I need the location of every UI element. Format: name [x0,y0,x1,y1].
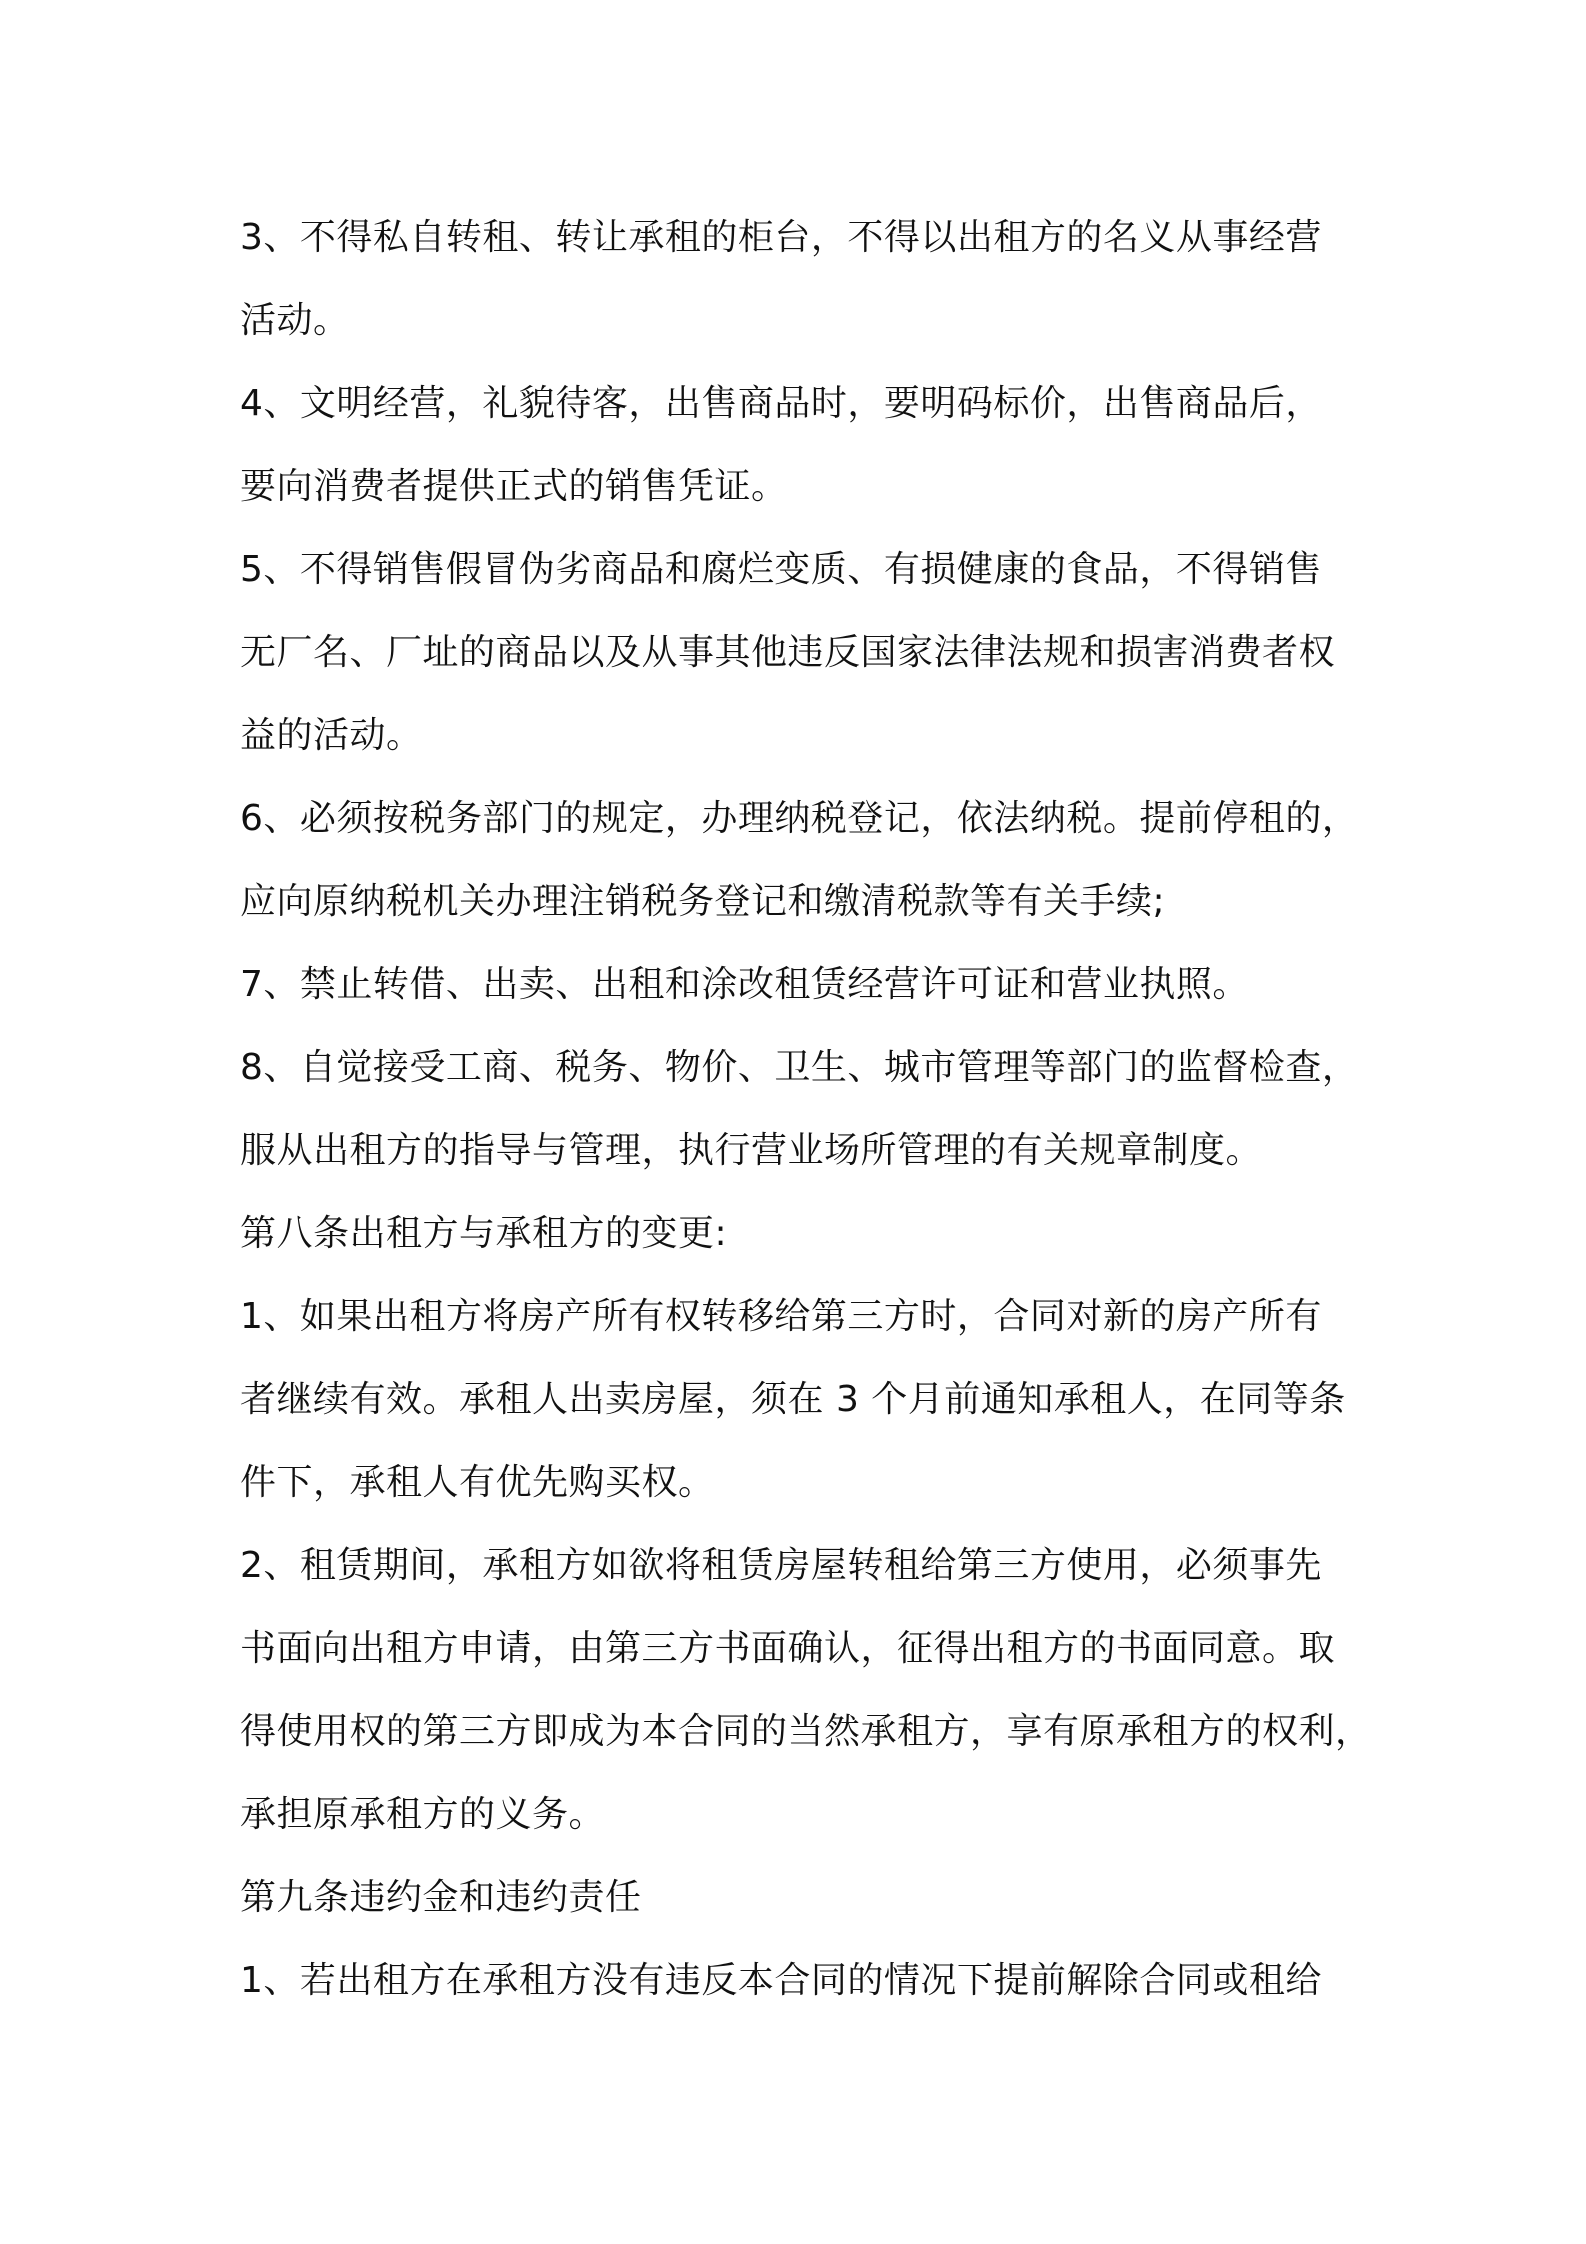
text-line: 书面向出租方申请，由第三方书面确认，征得出租方的书面同意。取 [240,1628,1336,1669]
text-line: 7、禁止转借、出卖、出租和涂改租赁经营许可证和营业执照。 [240,964,1249,1005]
text-line: 活动。 [240,300,350,341]
text-line: 3、不得私自转租、转让承租的柜台，不得以出租方的名义从事经营 [240,217,1322,258]
text-line: 6、必须按税务部门的规定，办理纳税登记，依法纳税。提前停租的， [240,798,1359,839]
text-line: 服从出租方的指导与管理，执行营业场所管理的有关规章制度。 [240,1130,1263,1171]
text-line: 应向原纳税机关办理注销税务登记和缴清税款等有关手续; [240,881,1166,922]
text-line: 1、若出租方在承租方没有违反本合同的情况下提前解除合同或租给 [240,1960,1322,2001]
text-line: 件下，承租人有优先购买权。 [240,1462,715,1503]
text-line: 4、文明经营，礼貌待客，出售商品时，要明码标价，出售商品后， [240,383,1322,424]
text-line: 5、不得销售假冒伪劣商品和腐烂变质、有损健康的食品，不得销售 [240,549,1322,590]
text-line: 得使用权的第三方即成为本合同的当然承租方，享有原承租方的权利， [240,1711,1372,1752]
text-line: 要向消费者提供正式的销售凭证。 [240,466,788,507]
text-line: 益的活动。 [240,715,423,756]
text-line: 2、租赁期间，承租方如欲将租赁房屋转租给第三方使用，必须事先 [240,1545,1322,1586]
contract-text-body [240,196,1370,2022]
section-heading: 第八条出租方与承租方的变更: [240,1213,728,1254]
section-heading: 第九条违约金和违约责任 [240,1877,642,1918]
text-line: 1、如果出租方将房产所有权转移给第三方时，合同对新的房产所有 [240,1296,1322,1337]
text-line: 者继续有效。承租人出卖房屋，须在 3 个月前通知承租人，在同等条 [240,1379,1346,1420]
text-line: 8、自觉接受工商、税务、物价、卫生、城市管理等部门的监督检查， [240,1047,1359,1088]
text-line: 无厂名、厂址的商品以及从事其他违反国家法律法规和损害消费者权 [240,632,1336,673]
text-line: 承担原承租方的义务。 [240,1794,606,1835]
